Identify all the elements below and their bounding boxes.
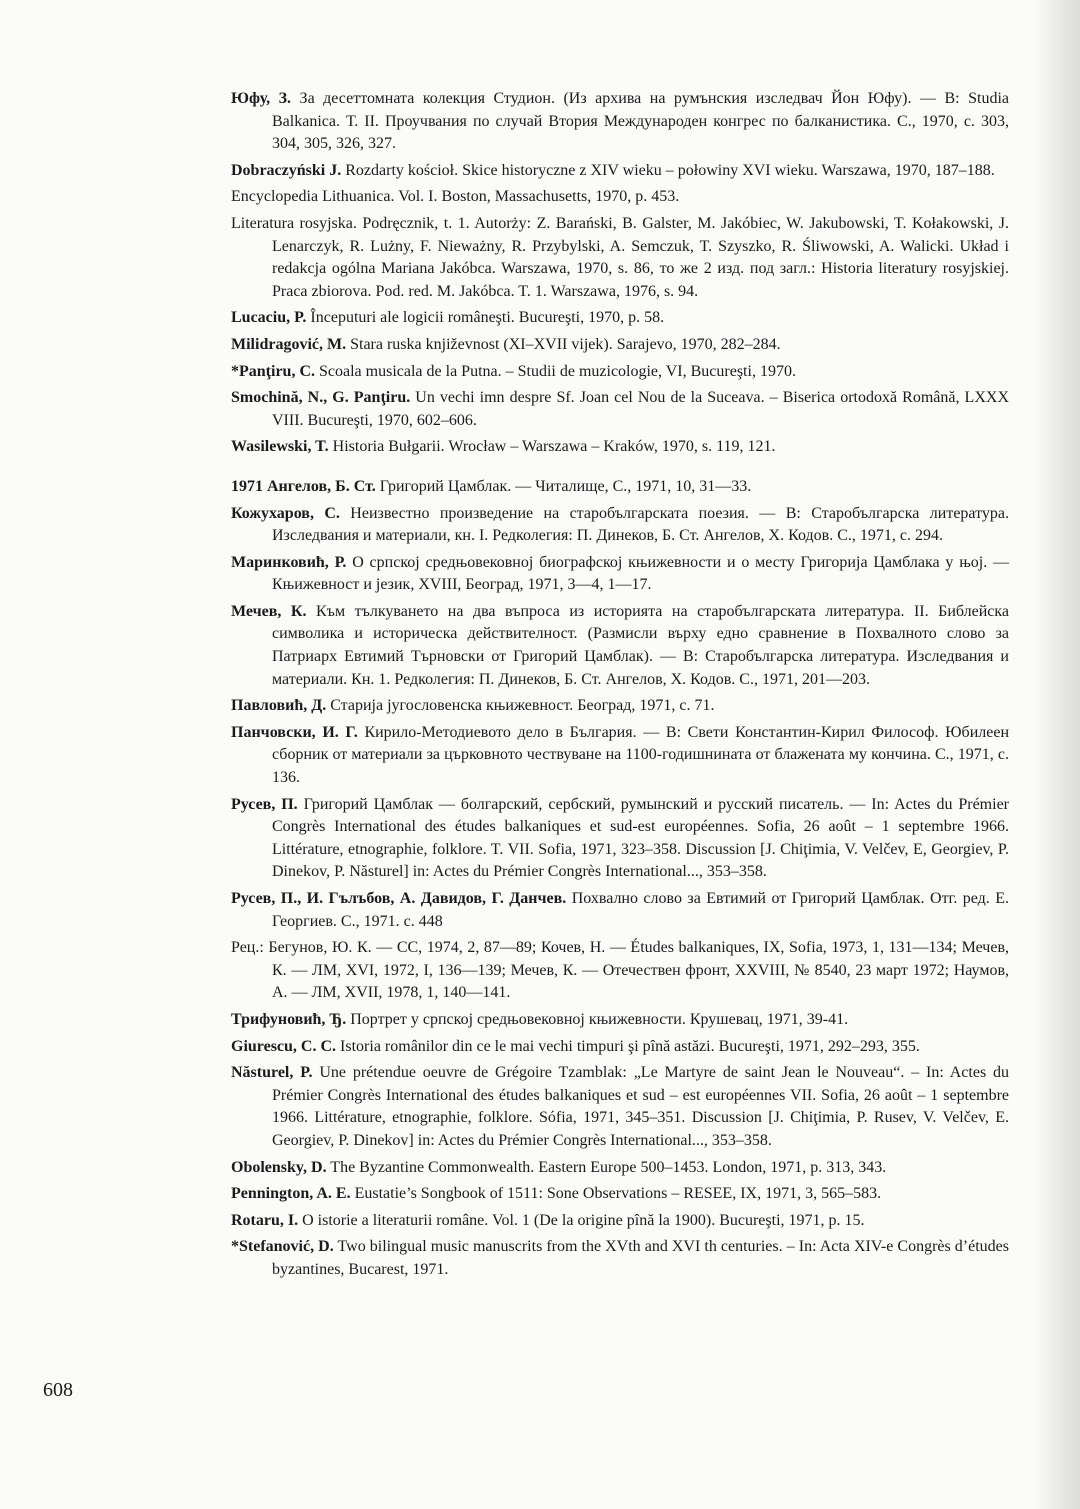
bibliography-entry [231, 722, 1009, 790]
bibliography-entry [231, 387, 1009, 432]
bibliography-entry [231, 1062, 1009, 1152]
entry-text: Istoria românilor din ce le mai vechi timpuri şi pînă astăzi. Bucureşti, 1971, 292–293, 355. [336, 1037, 920, 1055]
bibliography-entry [231, 794, 1009, 884]
entry-text: Eustatie’s Songbook of 1511: Sone Observations – RESEE, IX, 1971, 3, 565–583. [350, 1185, 882, 1203]
entry-text: Two bilingual music manuscrits from the XVth and XVI th centuries. – In: Acta XIV-e Congrès d’études byzantines, Bucarest, 1971. [272, 1238, 1009, 1278]
entry-text: Григорий Цамблак — болгарский, сербский, румынский и русский писатель. — In: Actes du Prémier Congrès International des études balkaniques et sud-est européennes. Sofia, 26 août – 1 septembre 1966. Littérature, etnographie, folklore. T. VII. Sofia, 1971, 323–358. Discussion [J. Chiţimia, V. Velčev, E, Georgiev, P. Dinekov, P. Năsturel] in: Actes du Prémier Congrès International..., 353–358. [272, 795, 1010, 881]
bibliography-entry [231, 552, 1009, 597]
entry-author: Юфу, З. [231, 90, 292, 107]
entry-author: Мечев, К. [231, 602, 307, 620]
bibliography-entry [231, 160, 1009, 183]
entry-text: Портрет у српској средњовековној књижевности. Крушевац, 1971, 39-41. [346, 1010, 849, 1028]
bibliography-entry [231, 1157, 1009, 1180]
bibliography-entry [231, 1183, 1009, 1206]
entry-author: Lucaciu, P. [231, 309, 307, 327]
entry-text: О српској средњовековној биографској књижевности и о месту Григорија Цамблака у њој. — Књижевност и језик, XVIII, Београд, 1971, 3—4, 1—17. [272, 553, 1010, 594]
entry-author: Rotaru, I. [231, 1211, 299, 1229]
entry-author: *Panţiru, C. [231, 362, 315, 380]
entry-author: 1971 Ангелов, Б. Ст. [231, 477, 376, 495]
entry-text: Un vechi imn despre Sf. Joan cel Nou de la Suceava. – Biserica ortodoxă Română, LXXX VIII. Bucureşti, 1970, 602–606. [272, 389, 1009, 429]
bibliography-entry [231, 186, 1009, 209]
bibliography-entry [231, 937, 1009, 1005]
bibliography-entry [231, 476, 1009, 499]
entry-text: Une prétendue oeuvre de Grégoire Tzamblak: „Le Martyre de saint Jean le Nouveau“. – In: Actes du Prémier Congrès International des études balkaniques et sud – est européennes VII. Sofia, 26 août – 1 septembre 1966. Littérature, etnographie, folklore. Sófia, 1971, 345–351. Discussion [J. Chiţimia, P. Rusev, V. Velčev, E. Georgiev, P. Dinekov] in: Actes du Prémier Congrès International..., 353–358. [272, 1064, 1010, 1149]
entry-author: Русев, П., И. Гълъбов, А. Давидов, Г. Данчев. [231, 890, 567, 907]
entry-author: Dobraczyński J. [231, 161, 342, 179]
page-number: 608 [43, 1379, 73, 1401]
entry-text: Rozdarty kościoł. Skice historyczne z XIV wieku – połowiny XVI wieku. Warszawa, 1970, 187–188. [341, 161, 995, 179]
entry-text: Historia Bułgarii. Wrocław – Warszawa – Kraków, 1970, s. 119, 121. [328, 438, 776, 456]
entry-text: За десеттомната колекция Студион. (Из архива на румънския изследвач Йон Юфу). — В: Studia Balkanica. Т. II. Проучвания по случай Втория Международен конгрес по балканистика. С., 1970, с. 303, 304, 305, 326, 327. [272, 90, 1010, 153]
entry-author: Павловић, Д. [231, 697, 327, 715]
bibliography-entry [231, 888, 1009, 933]
entry-author: Smochină, N., G. Panţiru. [231, 389, 411, 407]
entry-text: Григорий Цамблак. — Читалище, С., 1971, 10, 31—33. [375, 477, 752, 495]
bibliography-entry [231, 1210, 1009, 1233]
bibliography-entry [231, 1036, 1009, 1059]
entry-author: *Stefanović, D. [231, 1238, 334, 1256]
entry-text: Кирило-Методиевото дело в България. — В: Свети Константин-Кирил Философ. Юбилеен сборник от материали за църковното чествуване на 1100-годишнината от блажената му кончина. С., 1971, с. 136. [272, 723, 1010, 787]
entry-text: Към тълкуването на два въпроса из историята на старобългарската литература. II. Библейска символика и историческа действителност. (Размисли върху едно сравнение в Похвалното слово за Патриарх Евтимий Търновски от Григорий Цамблак). — В: Старобългарска литература. Изследвания и материали. Кн. 1. Редколегия: П. Динеков, Б. Ст. Ангелов, Х. Кодов. С., 1971, 201—203. [272, 602, 1010, 688]
bibliography-entry [231, 601, 1009, 691]
entry-author: Năsturel, P. [231, 1064, 313, 1082]
bibliography-entry [231, 361, 1009, 384]
entry-author: Wasilewski, T. [231, 438, 329, 456]
entry-author: Рец.: [231, 939, 269, 957]
entry-author: Giurescu, C. C. [231, 1037, 337, 1055]
entry-text: Encyclopedia Lithuanica. Vol. I. Boston, Massachusetts, 1970, p. 453. [231, 188, 680, 206]
entry-text: The Byzantine Commonwealth. Eastern Europe 500–1453. London, 1971, p. 313, 343. [326, 1158, 887, 1176]
bibliography-entry [231, 503, 1009, 548]
entry-text: Бегунов, Ю. К. — СС, 1974, 2, 87—89; Кочев, Н. — Études balkaniques, IX, Sofia, 1973, 1, 131—134; Мечев, К. — ЛМ, XVI, 1972, I, 136—139; Мечев, К. — Отечествен фронт, XXVIII, № 8540, 23 март 1972; Наумов, А. — ЛМ, XVII, 1978, 1, 140—141. [268, 939, 1010, 1002]
entry-author: Маринковић, Р. [231, 553, 347, 571]
entry-text: Scoala musicala de la Putna. – Studii de muzicologie, VI, Bucureşti, 1970. [315, 362, 796, 380]
bibliography-entry [231, 88, 1009, 156]
scan-page-edge [1034, 0, 1080, 1509]
entry-text: Похвално слово за Евтимий от Григорий Цамблак. Отг. ред. Е. Георгиев. С., 1971. с. 448 [272, 890, 1010, 930]
entry-text: Literatura rosyjska. Podręcznik, t. 1. Autorży: Z. Barański, B. Galster, M. Jakóbiec, W. Jakubowski, T. Kołakowski, J. Lenarczyk, R. Lużny, F. Nieważny, R. Przybylski, A. Semczuk, T. Szyszko, R. Śliwowski, A. Walicki. Układ i redakcja ogólna Mariana Jakóbca. Warszawa, 1970, s. 86, то же 2 изд. под загл.: Historia literatury rosyjskiej. Praca zbiorova. Pod. red. M. Jakóbca. T. 1. Warszawa, 1976, s. 94. [231, 214, 1009, 300]
entry-text: Începuturi ale logicii româneşti. Bucureşti, 1970, p. 58. [306, 309, 665, 327]
entry-author: Obolensky, D. [231, 1158, 327, 1176]
entry-author: Pennington, A. E. [231, 1185, 351, 1203]
entry-author: Кожухаров, С. [231, 504, 340, 522]
bibliography-entry [231, 1236, 1009, 1281]
bibliography-entry [231, 307, 1009, 330]
bibliography-entry [231, 334, 1009, 357]
entry-author: Русев, П. [231, 795, 298, 813]
bibliography-entry [231, 695, 1009, 718]
entry-text: Старија југословенска књижевност. Београд, 1971, с. 71. [326, 697, 715, 715]
bibliography-entry [231, 436, 1009, 459]
entry-text: Неизвестно произведение на старобългарската поезия. — В: Старобългарска литература. Изследвания и материали, кн. I. Редколегия: П. Динеков, Б. Ст. Ангелов, Х. Кодов. С., 1971, с. 294. [272, 504, 1009, 545]
bibliography-entry [231, 1009, 1009, 1032]
entry-author: Трифуновић, Ђ. [231, 1010, 347, 1028]
entry-author: Панчовски, И. Г. [231, 723, 358, 741]
entry-text: O istorie a literaturii române. Vol. 1 (De la origine pînă la 1900). Bucureşti, 1971, p. 15. [298, 1211, 865, 1229]
entry-author: Milidragović, M. [231, 335, 347, 353]
bibliography-entry [231, 213, 1009, 303]
bibliography-list [231, 88, 1009, 1286]
year-group-separator [231, 463, 1009, 476]
entry-text: Stara ruska književnost (XI–XVII vijek). Sarajevo, 1970, 282–284. [346, 335, 781, 353]
